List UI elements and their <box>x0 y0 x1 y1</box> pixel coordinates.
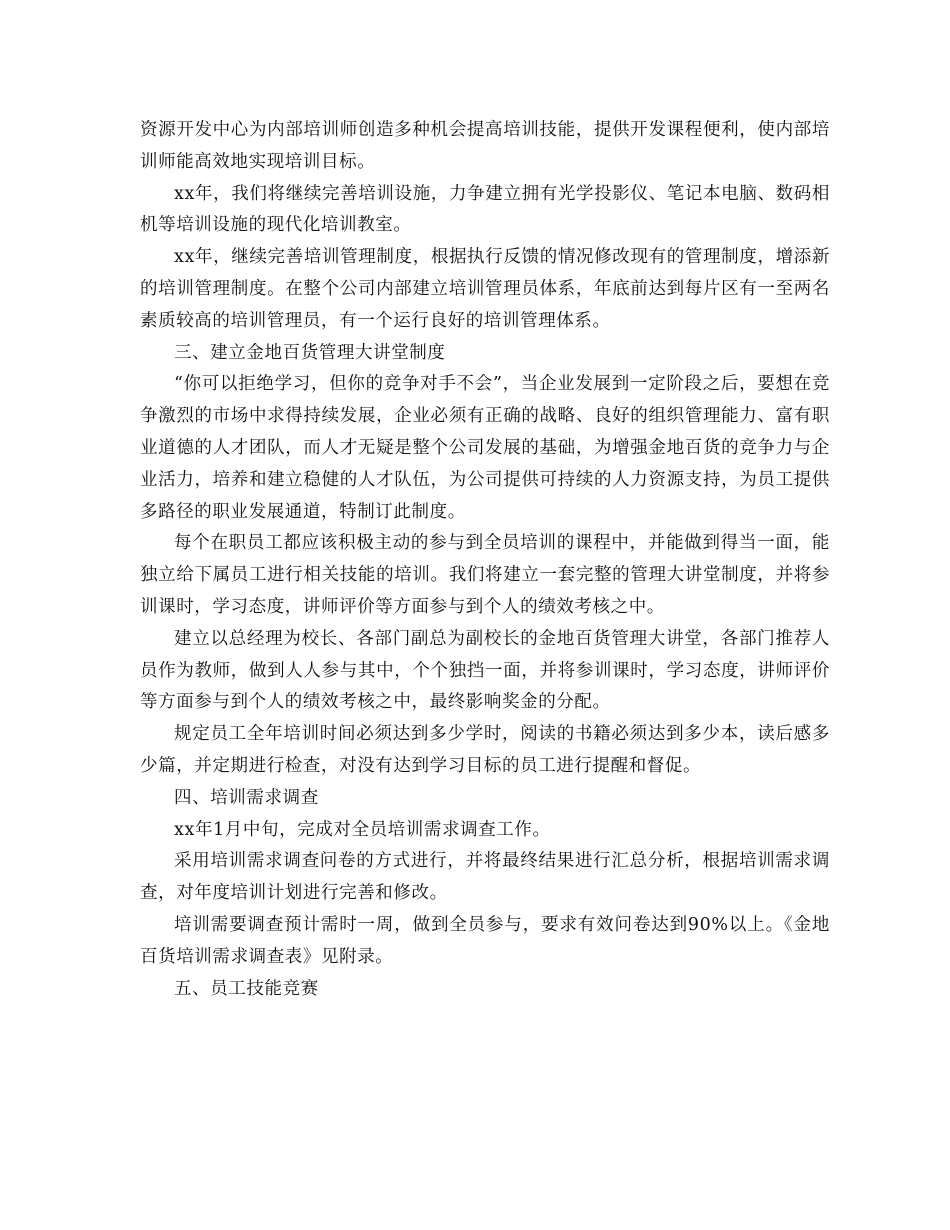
paragraph-10: xx年1月中旬，完成对全员培训需求调查工作。 <box>174 819 551 840</box>
paragraph-12: 培训需要调查预计需时一周，做到全员参与，要求有效问卷达到90%以上。《金地百货培训需求调查表》见附录。 <box>140 914 830 967</box>
section-heading-5: 五、员工技能竞赛 <box>174 978 319 999</box>
paragraph-7: 建立以总经理为校长、各部门副总为副校长的金地百货管理大讲堂，各部门推荐人员作为教师，做到人人参与其中，个个独挡一面，并将参训课时，学习态度，讲师评价等方面参与到个人的绩效考核之中，最终影响奖金的分配。 <box>140 628 830 713</box>
paragraph-5: “你可以拒绝学习，但你的竞争对手不会”，当企业发展到一定阶段之后，要想在竞争激烈的市场中求得持续发展，企业必须有正确的战略、良好的组织管理能力、富有职业道德的人才团队，而人才无疑是整个公司发展的基础，为增强金地百货的竞争力与企业活力，培养和建立稳健的人才队伍，为公司提供可持续的人力资源支持，为员工提供多路径的职业发展通道，特制订此制度。 <box>140 374 830 522</box>
paragraph-11: 采用培训需求调查问卷的方式进行，并将最终结果进行汇总分析，根据培训需求调查，对年度培训计划进行完善和修改。 <box>140 851 830 904</box>
section-heading-3: 三、建立金地百货管理大讲堂制度 <box>174 342 446 363</box>
paragraph-6: 每个在职员工都应该积极主动的参与到全员培训的课程中，并能做到得当一面，能独立给下属员工进行相关技能的培训。我们将建立一套完整的管理大讲堂制度，并将参训课时，学习态度，讲师评价等方面参与到个人的绩效考核之中。 <box>140 533 830 617</box>
paragraph-8: 规定员工全年培训时间必须达到多少学时，阅读的书籍必须达到多少本，读后感多少篇，并定期进行检查，对没有达到学习目标的员工进行提醒和督促。 <box>140 724 830 776</box>
section-heading-4: 四、培训需求调查 <box>174 787 319 808</box>
paragraph-2: xx年，我们将继续完善培训设施，力争建立拥有光学投影仪、笔记本电脑、数码相机等培训设施的现代化培训教室。 <box>140 183 830 236</box>
paragraph-1: 资源开发中心为内部培训师创造多种机会提高培训技能，提供开发课程便利，使内部培训师能高效地实现培训目标。 <box>140 120 830 172</box>
paragraph-3: xx年，继续完善培训管理制度，根据执行反馈的情况修改现有的管理制度，增添新的培训管理制度。在整个公司内部建立培训管理员体系，年底前达到每片区有一至两名素质较高的培训管理员，有一个运行良好的培训管理体系。 <box>140 247 830 331</box>
document-page <box>140 115 830 1005</box>
